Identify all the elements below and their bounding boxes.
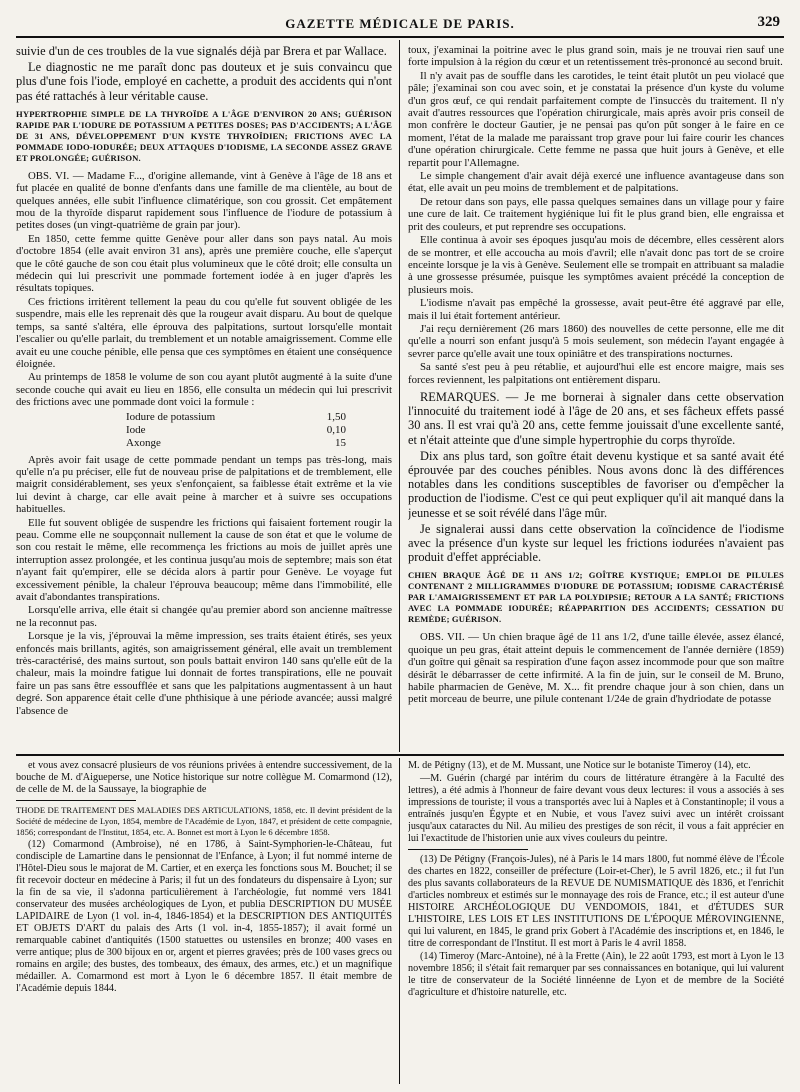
paragraph: OBS. VI. — Madame F..., d'origine allemande, vint à Genève à l'âge de 18 ans et fut placée en qualité de bonne d'enfants dans une famille de ma clientèle, au bout de quelques années, elle subit l'influence climatérique, son cou grossit. Cet empâtement mou de la thyroïde disparut rapidement sous l'influence de l'iodure de potassium à petites doses (un vingt-quatrième de grain par jour). — [16, 169, 392, 232]
paragraph: OBS. VII. — Un chien braque âgé de 11 ans 1/2, d'une taille élevée, assez élancé, quoique un peu gras, était atteint depuis le commencement de l'année dernière (1859) d'un goître qui gênait sa respiration d'une façon assez incommode pour que son maître désirât le débarrasser de cette infirmité. A la fin de juin, sur le conseil de M. Bruno, habile pharmacien de Genève, M. X... fit prendre chaque jour à son chien, dans un petit morceau de beurre, une pilule contenant 1/24e de grain d'hydriodate de potasse — [408, 631, 784, 706]
recipe-formula — [126, 411, 346, 450]
journal-title: GAZETTE MÉDICALE DE PARIS. — [285, 16, 515, 31]
case-heading: HYPERTROPHIE SIMPLE DE LA THYROÏDE A L'ÂGE D'ENVIRON 20 ANS; GUÉRISON RAPIDE PAR L'IODURE DE POTASSIUM A PETITES DOSES; PAS D'ACCIDENTS; A L'ÂGE DE 31 ANS, DÉVELOPPEMENT D'UN KYSTE THYROÏDIEN; FRICTIONS AVEC LA POMMADE IODO-IODURÉE; DEUX ATTAQUES D'IODISME, LA SECONDE ASSEZ GRAVE ET PROLONGÉE; GUÉRISON. — [16, 108, 392, 163]
paragraph: L'iodisme n'avait pas empêché la grossesse, avait peut-être été aggravé par elle, mais il lui était fortement antérieur. — [408, 297, 784, 322]
remarks-paragraph: Je signalerai aussi dans cette observation la coïncidence de l'iodisme avec la présence d'un kyste sur lequel les frictions iodurées n'avaient pas produit d'effet appréciable. — [408, 521, 784, 565]
case-heading: CHIEN BRAQUE ÂGÉ DE 11 ANS 1/2; GOÎTRE KYSTIQUE; EMPLOI DE PILULES CONTENANT 2 MILLIGRAMMES D'IODURE DE POTASSIUM; IODISME CARACTÉRISÉ PAR L'AMAIGRISSEMENT ET PAR LA POLYDIPSIE; RETOUR A LA SANTÉ; FRICTIONS AVEC LA POMMADE IODURÉE; RÉAPPARITION DES ACCIDENTS; CESSATION DU REMÈDE; GUÉRISON. — [408, 570, 784, 625]
paragraph: Au printemps de 1858 le volume de son cou ayant plutôt augmenté à la suite d'une seconde couche qui avait eu lieu en 1856, elle consulta un médecin qui lui prescrivit des frictions avec une pommade dont voici la formule : — [16, 371, 392, 409]
paragraph: Elle fut souvent obligée de suspendre les frictions qui faisaient fortement rougir la peau. Comme elle ne soupçonnait nullement la cause de son état et que le volume de son cou restait le même, elle recommença les frictions au mois de juillet après une interruption assez prolongée, et les continua jusqu'au mois de septembre; mais son état n'ayant fait qu'empirer, elle se décida alors à partir pour Genève. Le voyage fut excessivement pénible, la chaleur l'éprouva beaucoup; même dans l'immobilité, elle avait d'abondantes transpirations. — [16, 516, 392, 603]
paragraph: Ces frictions irritèrent tellement la peau du cou qu'elle fut souvent obligée de les suspendre, mais elle les reprenait dès que la rougeur avait disparu. Au bout de quelque temps, sa santé s'altéra, elle éprouva des palpitations, surtout lorsqu'elle montait l'escalier ou qu'elle parlait, du tremblement et un notable amaigrissement. Comme elle avait eu une couche pénible, elle pensa que ces symptômes en étaient une conséquence éloignée. — [16, 295, 392, 370]
left-intro — [16, 44, 392, 103]
footnote: (12) Comarmond (Ambroise), né en 1786, à Saint-Symphorien-le-Château, fut condisciple de Lamartine dans le pensionnat de l'Enfance, à Lyon; il fut nommé interne de l'Hôtel-Dieu sous le majorat de M. Cartier, et en exerça les fonctions sous M. Bouchet; il se fit recevoir docteur en médecine à Paris; il fut un des fondateurs du dispensaire à Lyon; sur la fin de sa vie, il s'adonna particulièrement à l'archéologie, fut nommé vers 1841 conservateur des musées archéologiques de Lyon, et publia DESCRIPTION DU MUSÉE LAPIDAIRE de Lyon (1 vol. in-4, 1846-1854) et la DESCRIPTION DES ANTIQUITÉS ET OBJETS D'ART du palais des Arts (1 vol. in-4, 1855-1857); il avait formé un remarquable cabinet d'antiquités (1500 statuettes ou ustensiles en bronze; 400 vases en verre antique; plus de 300 bijoux en or, argent et pierres gravées; près de 100 vases grecs ou romains en argile; des bustes, des tombeaux, des émaux, des armes, etc.) et un magnifique médailler. A. Comarmond est mort à Lyon le 6 décembre 1857. Il était membre de l'Académie depuis 1844. — [16, 839, 392, 994]
paragraph: Après avoir fait usage de cette pommade pendant un temps pas très-long, mais qu'elle n'a pu préciser, elle fut de nouveau prise de palpitations et de tremblement, elle maigrit considérablement, ses yeux s'enfonçaient, sa faiblesse était extrême et la vie lui devint à charge, car elle avait peine à marcher et à suivre ses occupations habituelles. — [16, 453, 392, 516]
paragraph: Elle continua à avoir ses époques jusqu'au mois de décembre, elles cessèrent alors de se montrer, et elle accoucha au mois d'avril; elle n'avait donc pas tort de se croire enceinte lorsque je la vis à Genève. Seulement elle se trompait en attribuant sa maladie à une grossesse présumée, puisque les symptômes avaient précédé la conception de plusieurs mois. — [408, 234, 784, 296]
paragraph: En 1850, cette femme quitte Genève pour aller dans son pays natal. Au mois d'octobre 1854 (elle avait environ 31 ans), après une première couche, elle s'aperçut que le côté gauche de son cou était plus volumineux que le côté droit; elle consulta un médecin qui lui prescrivit une pommade fortement iodée à en juger d'après les résultats topiques. — [16, 232, 392, 295]
paragraph: et vous avez consacré plusieurs de vos réunions privées à entendre successivement, de la bouche de M. d'Aigueperse, une Notice historique sur notre collègue M. Comarmond (12), de celle de M. de la Saussaye, la biographie de — [16, 760, 392, 795]
remarks-paragraph: REMARQUES. — Je me bornerai à signaler dans cette observation l'innocuité du traitement iodé à l'âge de 20 ans, et ses fâcheux effets passé 30 ans. Il est vrai qu'à 20 ans, cette femme jouissait d'une excellente santé, et n'était atteinte que d'une simple hypertrophie du corps thyroïde. — [408, 389, 784, 447]
remarks-section — [408, 390, 784, 564]
footer-right-column — [408, 760, 784, 1086]
paragraph: M. de Pétigny (13), et de M. Mussant, une Notice sur le botaniste Timeroy (14), etc. — [408, 760, 751, 771]
footnote: (13) De Pétigny (François-Jules), né à Paris le 14 mars 1800, fut nommé élève de l'École des chartes en 1822, conseiller de préfecture (Loir-et-Cher), le 5 avril 1826, etc.; il fut l'un des plus savants collaborateurs de la REVUE DE NUMISMATIQUE dès 1836, et l'enrichit d'articles nombreux et estimés sur le monnayage des rois de France, etc.; il est auteur d'une HISTOIRE ARCHÉOLOGIQUE DU VENDOMOIS, 1841, et d'ÉTUDES SUR L'HISTOIRE, LES LOIS ET LES INSTITUTIONS DE L'ÉPOQUE MÉROVINGIENNE, qui lui valurent, en 1845, le grand prix Gobert à l'Académie des inscriptions et, en 1846, le titre de correspondant de l'Institut. Il est mort à Paris le 4 avril 1858. — [408, 854, 784, 949]
paragraph: Le diagnostic ne me paraît donc pas douteux et je suis convaincu que plus d'une fois l'iode, employé en cachette, a produit des accidents qui n'ont pas été rattachés à leur véritable cause. — [16, 60, 392, 103]
paragraph: suivie d'un de ces troubles de la vue signalés déjà par Brera et par Wallace. — [16, 44, 387, 58]
paragraph: Le simple changement d'air avait déjà exercé une influence avantageuse dans son état, elle avait un peu moins de tremblement et de palpitations. — [408, 170, 784, 195]
paragraph: Il n'y avait pas de souffle dans les carotides, le teint était plutôt un peu violacé que pâle; j'examinai son cou avec soin, et je constatai la présence d'un kyste du volume d'un gros œuf, ce qui rendait parfaitement compte de l'insuccès du traitement. Il n'y avait d'autres ressources que l'opération chirurgicale, mais après avoir pris conseil de mon confrère le docteur Gautier, je ne pensai pas qu'on pût songer à le faire en ce moment, l'état de la malade me paraissant trop grave pour lui faire courir les chances d'une opération chirurgicale. Cette femme ne passa que huit jours à Genève, et elle repartit pour l'Allemagne. — [408, 69, 784, 169]
recipe-line: Iode 0,10 — [126, 423, 346, 436]
page-number: 329 — [757, 14, 780, 30]
footnote: THODE DE TRAITEMENT DES MALADIES DES ARTICULATIONS, 1858, etc. Il devint président de la Société de médecine de Lyon, 1854, membre de l'Académie de Lyon, 1847, et président de cette compagnie, 1856; correspondant de l'Institut, 1854, etc. A. Bonnet est mort à Lyon le 6 décembre 1858. — [16, 805, 392, 837]
remarks-paragraph: Dix ans plus tard, son goître était devenu kystique et sa santé avait été éprouvée par des couches pénibles. Nous avons donc là des différences notables dans les conditions susceptibles de favoriser ou d'empêcher la production de l'iodisme. C'est ce qui peut expliquer qu'il ait manqué dans la jeunesse et se soit révélé dans l'âge mûr. — [408, 448, 784, 520]
paragraph: Sa santé s'est peu à peu rétablie, et aujourd'hui elle est encore maigre, mais ses forces reviennent, les palpitations ont entièrement disparu. — [408, 361, 784, 386]
paragraph: toux, j'examinai la poitrine avec le plus grand soin, mais je ne trouvai rien sauf une forte impulsion à la région du cœur et un retentissement très-prononcé au second bruit. — [408, 44, 784, 69]
column-divider-bottom — [399, 758, 400, 1084]
paragraph: —M. Guérin (chargé par intérim du cours de littérature étrangère à la Faculté des lettres), a été admis à l'honneur de faire devant vous deux lectures: il vous a associés à ses impressions de touriste; il vous a transportés avec lui à Naples et à Constantinople; il vous a entraînés jusqu'en Égypte et en Nubie, et vous l'avez suivi avec un intérêt croissant jusqu'aux cataractes du Nil. Au milieu des prestiges de son récit, il vous a fait apprécier en lui l'exactitude de l'historien unie aux vives couleurs du peintre. — [408, 773, 784, 844]
column-divider-top — [399, 40, 400, 752]
section-rule — [16, 754, 784, 756]
paragraph: De retour dans son pays, elle passa quelques semaines dans un village pour y faire une cure de lait. Ce traitement hygiénique lui fit le plus grand bien, elle engraissa et prit des couleurs, et put reprendre ses occupations. — [408, 195, 784, 233]
footnote: (14) Timeroy (Marc-Antoine), né à la Frette (Ain), le 22 août 1793, est mort à Lyon le 13 novembre 1856; il s'était fait remarquer par ses connaissances en botanique, qui lui valurent le titre de conservateur de la Société linnéenne de Lyon et de membre de la Société d'agriculture et d'histoire naturelle, etc. — [408, 951, 784, 998]
paragraph: Lorsque je la vis, j'éprouvai la même impression, ses traits étaient étirés, ses yeux enfoncés mais brillants, agités, son amaigrissement général, elle avait un tremblement très-caractérisé, des mains surtout, son pouls battait environ 140 sans qu'elle eût de la chaleur, mais la moindre fatigue lui donnait de fortes transpirations, elle ne pouvait faire un pas sans être essoufflée et sans que les palpitations augmentassent à un haut degré. Son apparence était celle d'une phthisique à une période avancée; aussi malgré l'absence de — [16, 630, 392, 717]
paragraph: Lorsqu'elle arriva, elle était si changée qu'au premier abord son ancienne maîtresse ne la reconnut pas. — [16, 604, 392, 629]
right-column — [408, 44, 784, 752]
page-header — [16, 14, 784, 38]
recipe-line: Iodure de potassium 1,50 — [126, 410, 346, 423]
footnote-rule — [408, 849, 528, 850]
recipe-line: Axonge 15 — [126, 436, 346, 449]
footer-left-column — [16, 760, 392, 1086]
paragraph: J'ai reçu dernièrement (26 mars 1860) des nouvelles de cette personne, elle me dit qu'elle a nourri son enfant jusqu'à 5 mois seulement, son médecin l'ayant engagée à sevrer parce qu'elle avait une toux opiniâtre et des transpirations nocturnes. — [408, 322, 784, 360]
left-column — [16, 44, 392, 752]
footnote-rule — [16, 800, 136, 801]
